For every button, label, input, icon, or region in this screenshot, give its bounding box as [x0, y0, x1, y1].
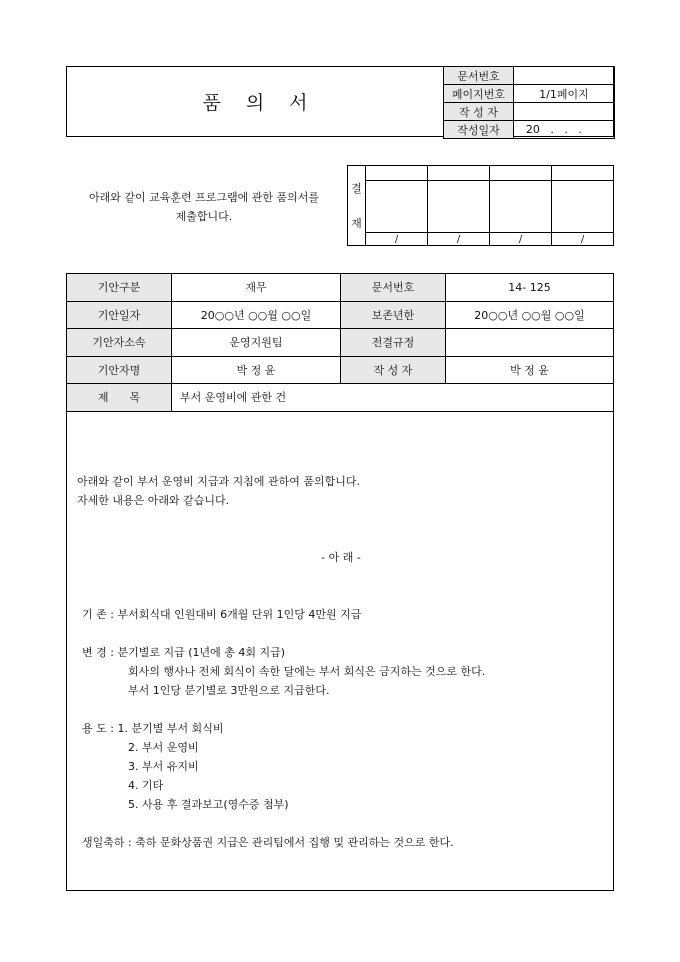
use-line: 4. 기타 — [128, 779, 164, 792]
approval-signature-cell[interactable] — [428, 181, 489, 233]
meta-row-date — [444, 121, 615, 139]
info-value — [446, 329, 614, 357]
info-label: 기안자명 — [67, 356, 172, 384]
document-meta-table — [443, 66, 615, 139]
info-value: 박 정 윤 — [172, 356, 341, 384]
use-line: 5. 사용 후 결과보고(영수증 첨부) — [128, 798, 289, 811]
info-value: 재무 — [172, 274, 341, 302]
approval-date-cell[interactable]: / — [456, 234, 461, 245]
document-content — [77, 472, 605, 852]
meta-value: 1/1페이지 — [513, 85, 614, 103]
change-line: 변 경 : 분기별로 지급 (1년에 총 4회 지급) — [82, 646, 286, 659]
info-table — [66, 273, 614, 412]
use-line: 3. 부서 유지비 — [128, 760, 199, 773]
approval-column — [366, 166, 428, 245]
intro-text — [66, 188, 342, 226]
info-value: 운영지원팀 — [172, 329, 341, 357]
meta-label: 작 성 자 — [444, 103, 514, 121]
info-label: 기안자소속 — [67, 329, 172, 357]
meta-row-page-number — [444, 85, 615, 103]
info-label: 보존년한 — [341, 301, 446, 329]
info-label: 작 성 자 — [341, 356, 446, 384]
body-paragraph: 자세한 내용은 아래와 같습니다. — [77, 494, 230, 507]
meta-value — [513, 67, 614, 85]
intro-line: 아래와 같이 교육훈련 프로그램에 관한 품의서를 — [88, 191, 319, 204]
info-value: 박 정 윤 — [446, 356, 614, 384]
approval-signature-cell[interactable] — [366, 181, 427, 233]
existing-policy: 기 존 : 부서회식대 인원대비 6개월 단위 1인당 4만원 지급 — [82, 608, 362, 621]
info-row-subject — [67, 384, 614, 412]
approval-box — [347, 165, 614, 246]
info-label: 기안구분 — [67, 274, 172, 302]
meta-label: 작성일자 — [444, 121, 514, 139]
info-row — [67, 329, 614, 357]
use-line: 용 도 : 1. 분기별 부서 회식비 — [82, 722, 224, 735]
approval-column — [428, 166, 490, 245]
section-heading: - 아 래 - — [321, 551, 361, 564]
subject-value: 부서 운영비에 관한 건 — [172, 384, 614, 412]
approval-title-cell[interactable] — [366, 166, 427, 181]
meta-label: 문서번호 — [444, 67, 514, 85]
approval-column — [552, 166, 613, 245]
birthday-policy: 생일축하 : 축하 문화상품권 지급은 관리팀에서 집행 및 관리하는 것으로 한다. — [82, 836, 454, 849]
approval-column — [490, 166, 552, 245]
approval-date-cell[interactable]: / — [518, 234, 523, 245]
body-paragraph: 아래와 같이 부서 운영비 지급과 지침에 관하여 품의합니다. — [77, 475, 360, 488]
change-line: 부서 1인당 분기별로 3만원으로 지급한다. — [128, 684, 330, 697]
change-line: 회사의 행사나 전체 회식이 속한 달에는 부서 회식은 금지하는 것으로 한다. — [128, 665, 486, 678]
info-label: 기안일자 — [67, 301, 172, 329]
approval-date-cell[interactable]: / — [394, 234, 399, 245]
meta-value: 20 . . . — [513, 121, 614, 139]
info-value: 14- 125 — [446, 274, 614, 302]
approval-title-cell[interactable] — [490, 166, 551, 181]
info-label: 문서번호 — [341, 274, 446, 302]
info-label: 전결규정 — [341, 329, 446, 357]
info-row — [67, 274, 614, 302]
intro-line: 제출합니다. — [175, 210, 233, 223]
meta-row-author — [444, 103, 615, 121]
use-line: 2. 부서 운영비 — [128, 741, 199, 754]
document-body-box — [66, 273, 614, 891]
info-row — [67, 301, 614, 329]
meta-value — [513, 103, 614, 121]
approval-signature-cell[interactable] — [552, 181, 613, 233]
approval-title-cell[interactable] — [552, 166, 613, 181]
approval-signature-cell[interactable] — [490, 181, 551, 233]
approval-date-cell[interactable]: / — [580, 234, 585, 245]
info-value: 20○○년 ○○월 ○○일 — [172, 301, 341, 329]
subject-label: 제 목 — [67, 384, 172, 412]
approval-label: 결 재 — [348, 166, 366, 245]
document-title: 품 의 서 — [202, 92, 309, 114]
document-header — [66, 66, 614, 137]
meta-row-doc-number — [444, 67, 615, 85]
info-value: 20○○년 ○○월 ○○일 — [446, 301, 614, 329]
approval-title-cell[interactable] — [428, 166, 489, 181]
info-row — [67, 356, 614, 384]
meta-label: 페이지번호 — [444, 85, 514, 103]
